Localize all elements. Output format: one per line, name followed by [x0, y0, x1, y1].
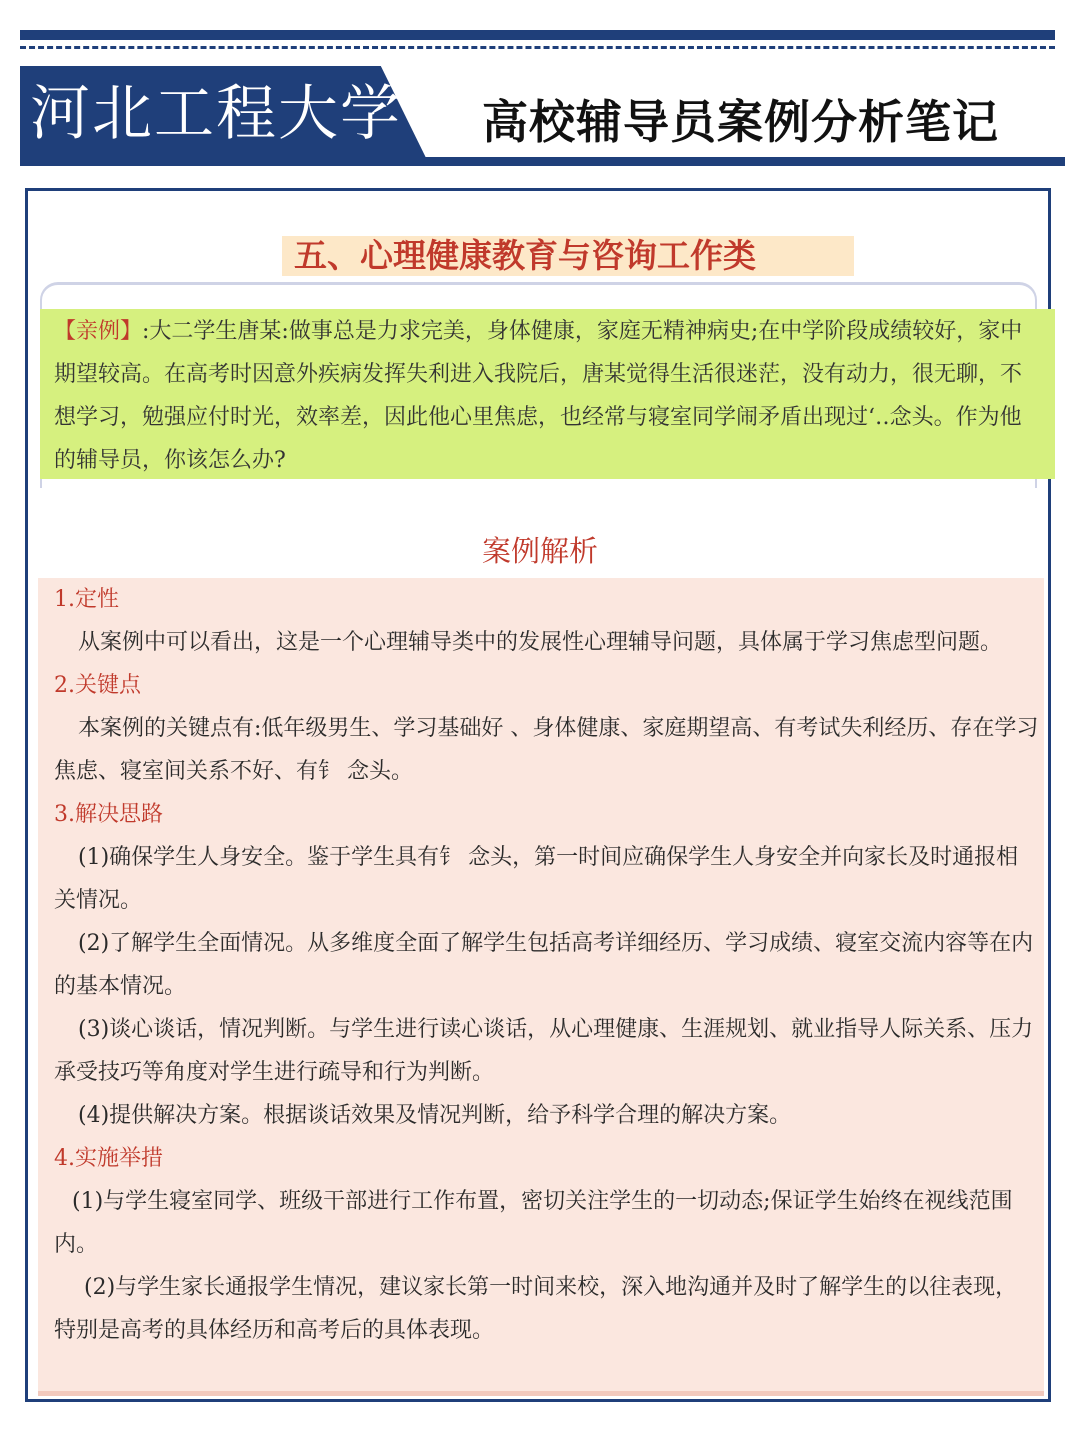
section-title: 五、心理健康教育与咨询工作类 [282, 236, 854, 276]
case-body: :大二学生唐某:做事总是力求完美，身体健康，家庭无精神病史;在中学阶段成绩较好，家中期望较高。在高考时因意外疾病发挥失利进入我院后，唐某觉得生活很迷茫，没有动力，很无聊，不想学习，勉强应付时光，效率差，因此他心里焦虑，也经常与寝室同学闹矛盾出现过‘‥念头。作为他的辅导员，你该怎么办? [54, 319, 1023, 473]
header-top-bar [20, 30, 1055, 40]
analysis-content [54, 578, 1039, 1352]
header-underline [20, 157, 1065, 166]
analysis-paragraph: (4)提供解决方案。根据谈话效果及情况判断，给予科学合理的解决方案。 [78, 1103, 792, 1128]
section-heading-qualitative: 1.定性 [54, 587, 119, 612]
section-heading-approach: 3.解决思路 [54, 802, 163, 827]
case-tag: 【亲例】 [54, 319, 143, 344]
school-name: 河北工程大学 [30, 79, 402, 149]
header-dashed-line [20, 46, 1055, 49]
analysis-paragraph: 从案例中可以看出，这是一个心理辅导类中的发展性心理辅导问题，具体属于学习焦虑型问题。 [78, 630, 1003, 655]
analysis-paragraph: (1)确保学生人身安全。鉴于学生具有钅 念头，第一时间应确保学生人身安全并向家长及时通报相关情况。 [54, 845, 1019, 913]
analysis-heading: 案例解析 [481, 534, 598, 568]
analysis-paragraph: 本案例的关键点有:低年级男生、学习基础好 、身体健康、家庭期望高、有考试失利经历、存在学习焦虑、寝室间关系不好、有钅 念头。 [54, 716, 1039, 784]
analysis-paragraph: (3)谈心谈话，情况判断。与学生进行读心谈话，从心理健康、生涯规划、就业指导人际关系、压力承受技巧等角度对学生进行疏导和行为判断。 [54, 1017, 1034, 1085]
section-heading-key-points: 2.关键点 [54, 673, 141, 698]
case-text [54, 310, 1039, 482]
analysis-paragraph: (1)与学生寝室同学、班级干部进行工作布置，密切关注学生的一切动态;保证学生始终在视线范围内。 [54, 1189, 1013, 1257]
section-heading-measures: 4.实施举措 [54, 1146, 163, 1171]
analysis-paragraph: (2)与学生家长通报学生情况，建议家长第一时间来校，深入地沟通并及时了解学生的以往表现，特别是高考的具体经历和高考后的具体表现。 [54, 1275, 1018, 1343]
analysis-paragraph: (2)了解学生全面情况。从多维度全面了解学生包括高考详细经历、学习成绩、寝室交流内容等在内的基本情况。 [54, 931, 1034, 999]
document-title: 高校辅导员案例分析笔记 [482, 95, 999, 149]
